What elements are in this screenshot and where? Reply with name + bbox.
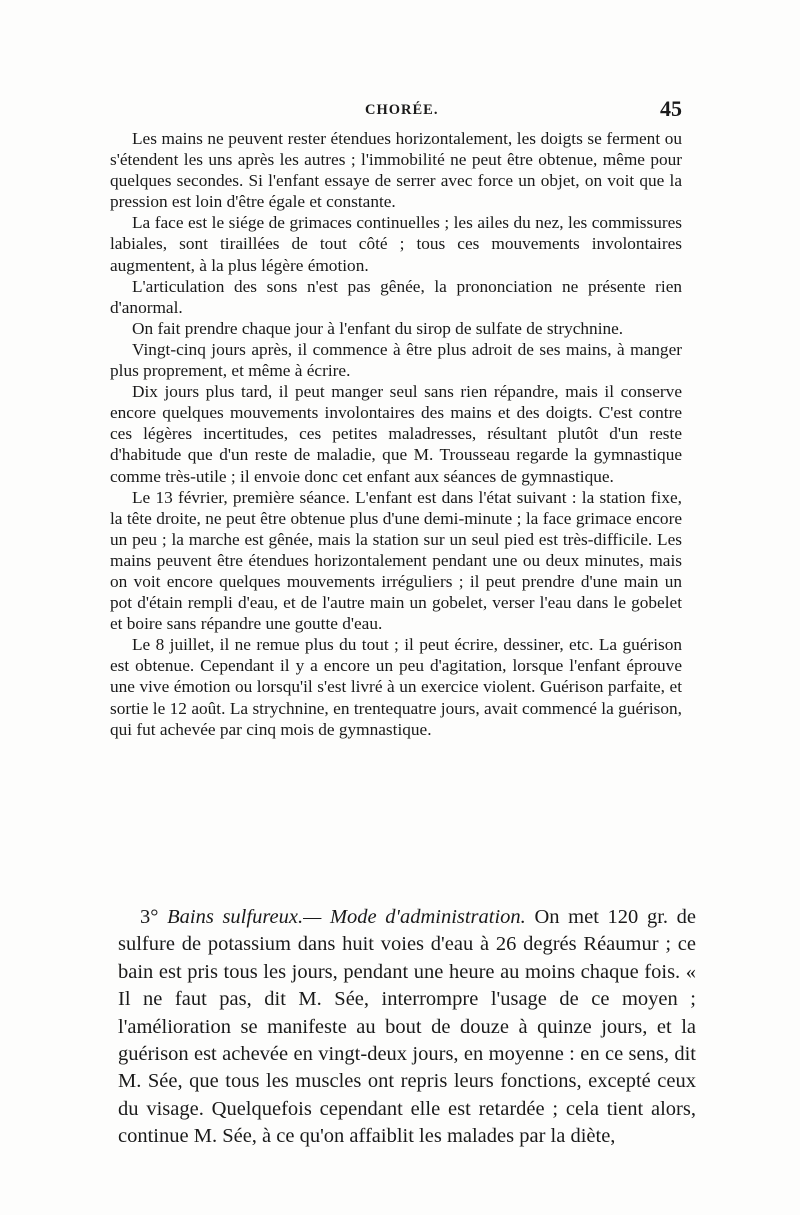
paragraph: Le 13 février, première séance. L'enfant est dans l'état suivant : la station fixe, la tête droite, ne peut être obtenue plus d'une demi-minute ; la face grimace encore un peu ; la marche est gênée, mais la station sur un seul pied est très-difficile. Les mains peuvent être étendues horizontalement pendant une ou deux minutes, mais on voit encore quelques mouvements irréguliers ; il peut prendre d'une main un pot d'étain rempli d'eau, et de l'autre main un gobelet, verser l'eau dans le gobelet et boire sans répandre une goutte d'eau. <box>110 487 682 634</box>
paragraph: La face est le siége de grimaces continuelles ; les ailes du nez, les commissures labiales, sont tiraillées de tout côté ; tous ces mouvements involontaires augmentent, à la plus légère émotion. <box>110 213 682 275</box>
running-head <box>110 96 682 124</box>
paragraph: Le 8 juillet, il ne remue plus du tout ; il peut écrire, dessiner, etc. La guérison est obtenue. Cependant il y a encore un peu d'agitation, lorsque l'enfant éprouve une vive émotion ou lorsqu'il s'est livré à un exercice violent. Guérison parfaite, et sortie le 12 août. La strychnine, en trentequatre jours, avait commencé la guérison, qui fut achevée par cinq mois de gymnastique. <box>110 635 682 739</box>
section-text: On met 120 gr. de sulfure de potassium dans huit voies d'eau à 26 degrés Réaumur ; ce bain est pris tous les jours, pendant une heure au moins chaque fois. « Il ne faut pas, dit M. Sée, interrompre l'usage de ce moyen ; l'amélioration se manifeste au bout de douze à quinze jours, et la guérison est achevée en vingt-deux jours, en moyenne : en ce sens, dit M. Sée, que tous les muscles ont repris leurs fonctions, excepté ceux du visage. Quelquefois cependant elle est retardée ; cela tient alors, continue M. Sée, à ce qu'on affaiblit les malades par la diète, <box>118 906 697 1148</box>
paragraph: L'articulation des sons n'est pas gênée, la prononciation ne présente rien d'anormal. <box>110 276 682 317</box>
page-number: 45 <box>660 96 682 121</box>
section-paragraph <box>118 904 696 1151</box>
running-title: CHORÉE. <box>365 102 439 118</box>
paragraph: On fait prendre chaque jour à l'enfant du sirop de sulfate de strychnine. <box>132 318 624 338</box>
paragraph: Dix jours plus tard, il peut manger seul sans rien répandre, mais il conserve encore quelques mouvements involontaires des mains et des doigts. C'est contre ces légères incertitudes, ces petites maladresses, résultant plutôt d'un reste d'habitude que d'un reste de maladie, que M. Trousseau regarde la gymnastique comme très-utile ; il envoie donc cet enfant aux séances de gymnastique. <box>110 382 682 486</box>
treatment-section <box>118 904 696 1151</box>
paragraph: Les mains ne peuvent rester étendues horizontalement, les doigts se ferment ou s'étendent les uns après les autres ; l'immobilité ne peut être obtenue, même pour quelques secondes. Si l'enfant essaye de serrer avec force un objet, on voit que la pression est loin d'être égale et constante. <box>110 129 682 212</box>
paragraph: Vingt-cinq jours après, il commence à être plus adroit de ses mains, à manger plus proprement, et même à écrire. <box>110 339 682 381</box>
section-number: 3° <box>140 906 159 928</box>
case-report-text <box>110 128 682 740</box>
section-heading: Bains sulfureux.— Mode d'administration. <box>167 906 526 928</box>
